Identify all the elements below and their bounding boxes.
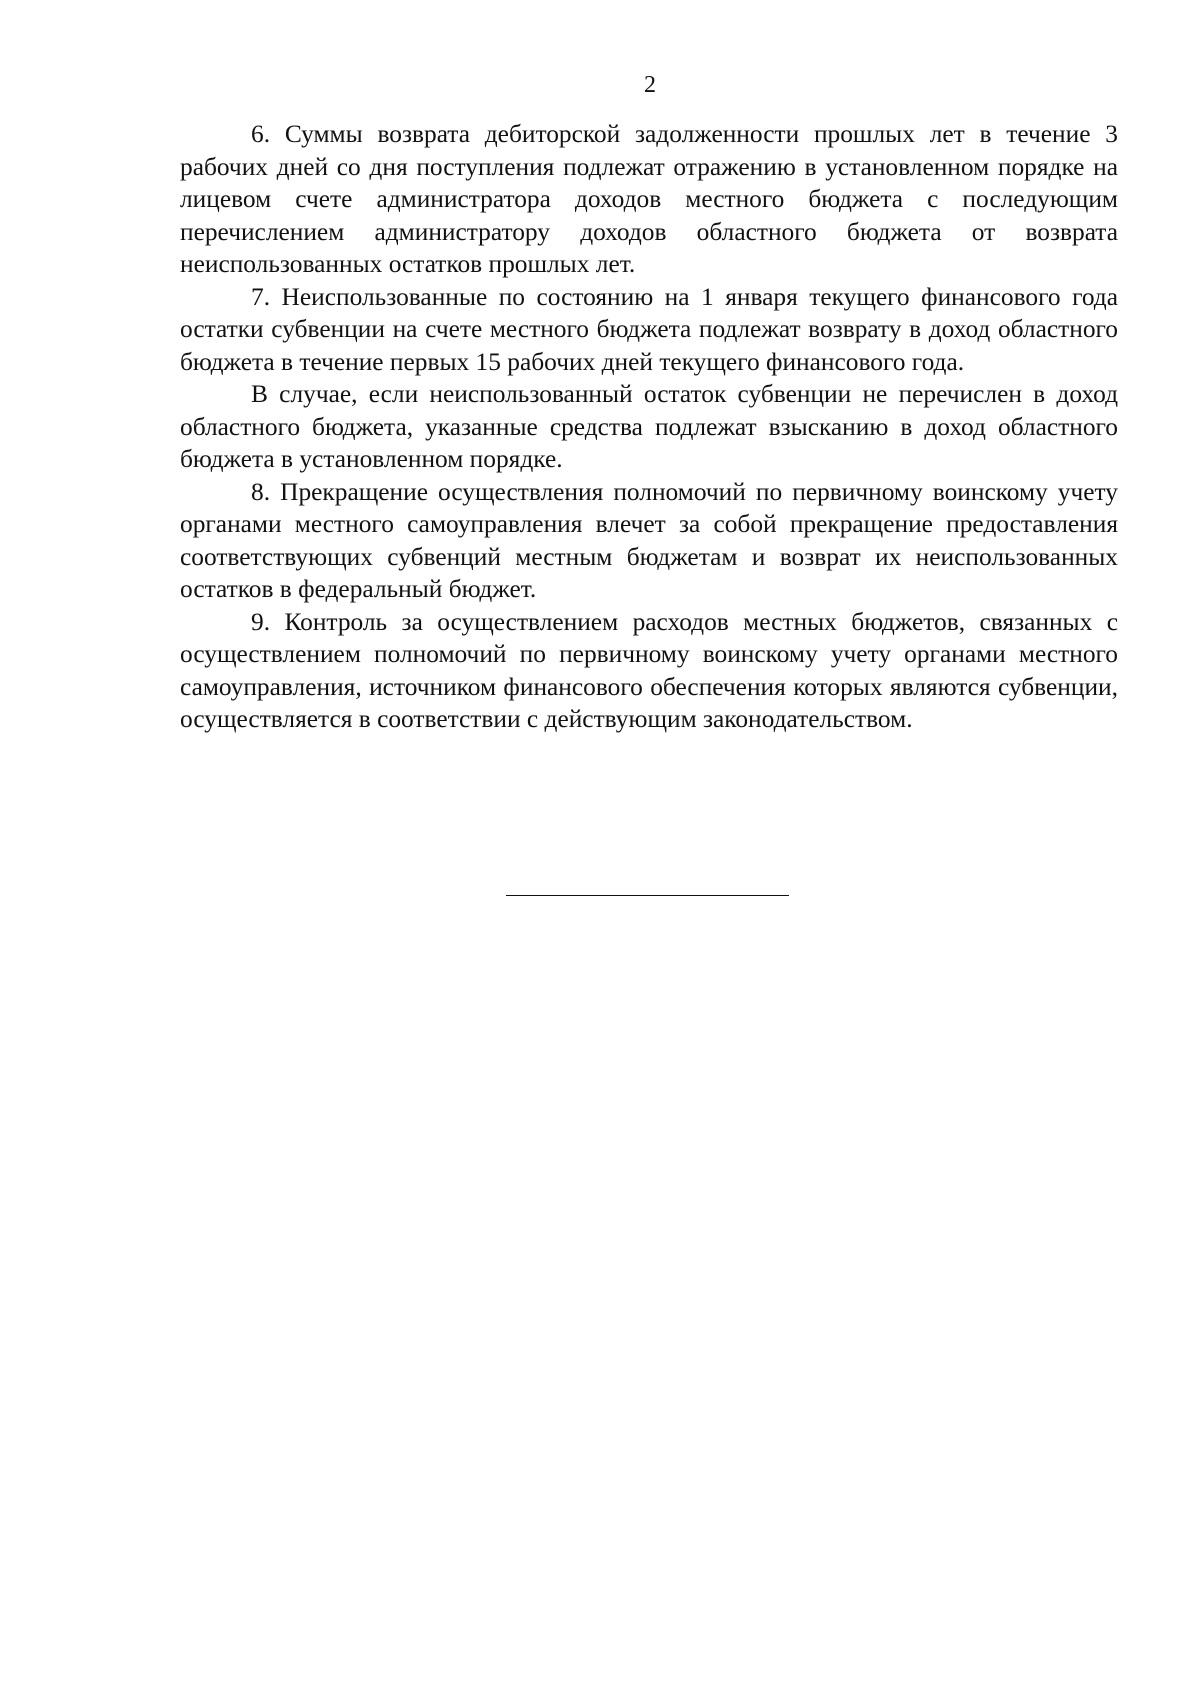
paragraph-9: 9. Контроль за осуществлением расходов местных бюджетов, связанных с осуществлением полномочий по первичному воинскому учету органами местного самоуправления, источником финансового обеспечения которых являются субвенции, осуществляется в соответствии с действующим законодательством. <box>180 607 1118 733</box>
paragraph-8: 8. Прекращение осуществления полномочий по первичному воинскому учету органами местного самоуправления влечет за собой прекращение предоставления соответствующих субвенций местным бюджетам и возврат их неиспользованных остатков в федеральный бюджет. <box>180 477 1118 603</box>
document-body <box>180 118 1118 736</box>
paragraph-6: 6. Суммы возврата дебиторской задолженности прошлых лет в течение 3 рабочих дней со дня поступления подлежат отражению в установленном порядке на лицевом счете администратора доходов местного бюджета с последующим перечислением администратору доходов областного бюджета от возврата неиспользованных остатков прошлых лет. <box>180 120 1118 278</box>
paragraph-7-continuation: В случае, если неиспользованный остаток субвенции не перечислен в доход областного бюджета, указанные средства подлежат взысканию в доход областного бюджета в установленном порядке. <box>180 380 1118 473</box>
paragraph-7: 7. Неиспользованные по состоянию на 1 января текущего финансового года остатки субвенции на счете местного бюджета подлежат возврату в доход областного бюджета в течение первых 15 рабочих дней текущего финансового года. <box>180 282 1118 376</box>
end-of-document-line <box>506 895 789 896</box>
page-number: 2 <box>644 72 656 98</box>
